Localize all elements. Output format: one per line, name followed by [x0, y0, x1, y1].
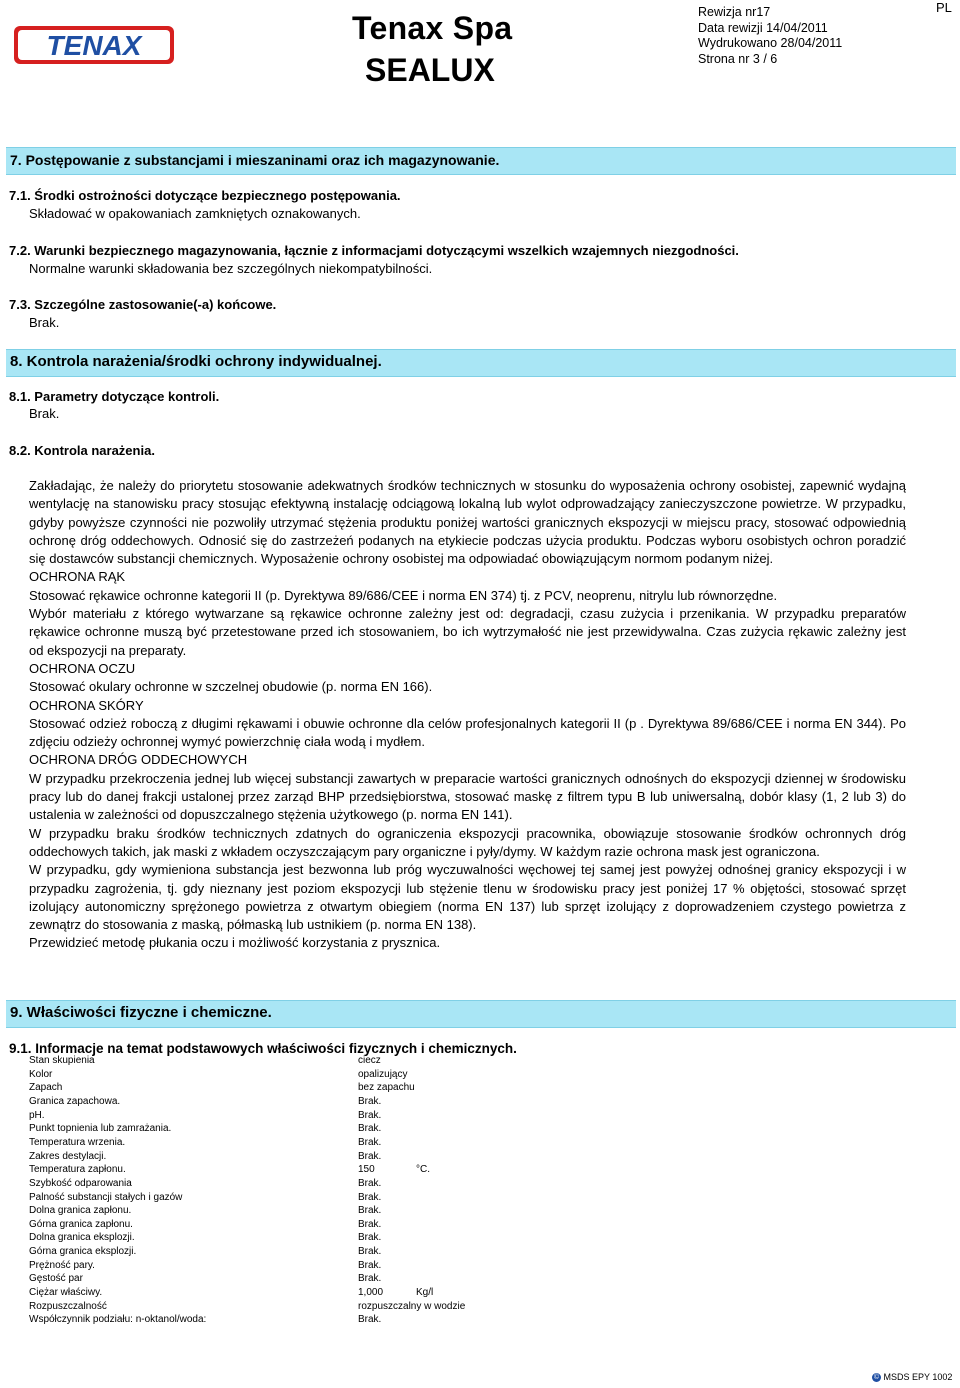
company-name: Tenax Spa — [352, 10, 513, 46]
paragraph: W przypadku przekroczenia jednej lub więcej substancji zawartych w preparacie wartości granicznych odnośnych do ekspozycji dziennej w środowisku pracy lub do danej frakcji ustalonej przez zarząd BHP przedsiębiorstwa, stosować maskę z filtrem typu B lub uniwersalną, dobór klasy (1, 2 lub 3) do ustalenia w zależności od dopuszczalnego stężenia użytkowego (p. norma EN 141). — [29, 770, 906, 823]
property-value: 1,000 — [358, 1287, 384, 1299]
property-name: Szybkość odparowania — [29, 1177, 132, 1189]
property-name: Prężność pary. — [29, 1259, 95, 1271]
section-9-1-title: 9.1. Informacje na temat podstawowych właściwości fizycznych i chemicznych. — [9, 1041, 517, 1056]
property-name: Współczynnik podziału: n-oktanol/woda: — [29, 1314, 207, 1326]
footer-code: MSDS EPY 1002 — [883, 1372, 953, 1382]
paragraph: W przypadku braku środków technicznych zdatnych do ograniczenia ekspozycji pracownika, obowiązuje stosowanie środków ochronnych dróg oddechowych takich, jak maski z wkładem oczyszczającym pary organiczne i pyły/dymy. W każdym razie ochrona mask jest ograniczona. — [29, 825, 906, 859]
property-value: ciecz — [358, 1055, 381, 1066]
paragraph: Stosować rękawice ochronne kategorii II (p. Dyrektywa 89/686/CEE i norma EN 374) tj. z PCV, neoprenu, nitrylu lub równorzędne. — [29, 587, 778, 603]
section-7-1-title: 7.1. Środki ostrożności dotyczące bezpiecznego postępowania. — [9, 188, 401, 203]
property-name: Palność substancji stałych i gazów — [29, 1191, 183, 1203]
property-name: Stan skupienia — [29, 1055, 95, 1066]
property-value: Brak. — [358, 1095, 382, 1107]
section-8-1-title: 8.1. Parametry dotyczące kontroli. — [9, 389, 220, 404]
section-8-2-body — [29, 477, 906, 953]
section-8-1-text: Brak. — [29, 406, 60, 421]
product-name: SEALUX — [365, 52, 495, 88]
property-value: Brak. — [358, 1191, 382, 1203]
section-8-bar — [6, 349, 956, 377]
property-value: 150 — [358, 1164, 375, 1176]
section-7-2-title: 7.2. Warunki bezpiecznego magazynowania, łącznie z informacjami dotyczącymi wszelkich wzajemnych niezgodności. — [9, 243, 739, 258]
page-number: Strona nr 3 / 6 — [698, 51, 778, 66]
property-name: Zapach — [29, 1082, 63, 1094]
document-meta — [698, 5, 842, 67]
property-name: Dolna granica eksplozji. — [29, 1232, 135, 1244]
tenax-logo — [14, 22, 174, 68]
property-name: Kolor — [29, 1068, 53, 1080]
language-code: PL — [936, 0, 952, 15]
property-unit: °C. — [416, 1164, 430, 1176]
property-name: Zakres destylacji. — [29, 1150, 107, 1162]
section-8-2-title: 8.2. Kontrola narażenia. — [9, 443, 155, 458]
paragraph: OCHRONA SKÓRY — [29, 697, 144, 713]
property-name: Dolna granica zapłonu. — [29, 1205, 132, 1217]
section-8-title: 8. Kontrola narażenia/środki ochrony indywidualnej. — [10, 353, 382, 370]
revision-date: Data rewizji 14/04/2011 — [698, 20, 828, 35]
msds-icon: © — [873, 1374, 880, 1382]
property-value: Brak. — [358, 1246, 382, 1258]
logo-text: TENAX — [46, 30, 142, 61]
property-value: Brak. — [358, 1123, 382, 1135]
property-name: Granica zapachowa. — [29, 1095, 121, 1107]
property-value: opalizujący — [358, 1068, 408, 1080]
property-value: Brak. — [358, 1218, 382, 1230]
property-value: rozpuszczalny w wodzie — [358, 1300, 466, 1312]
property-value: Brak. — [358, 1177, 382, 1189]
property-name: Ciężar właściwy. — [29, 1287, 103, 1299]
property-value: Brak. — [358, 1273, 382, 1285]
section-7-title: 7. Postępowanie z substancjami i mieszaninami oraz ich magazynowanie. — [10, 152, 500, 168]
paragraph: Stosować okulary ochronne w szczelnej obudowie (p. norma EN 166). — [29, 679, 433, 695]
paragraph: Zakładając, że należy do priorytetu stosowanie adekwatnych środków technicznych w stosunku do wyposażenia ochrony osobistej, zapewnić wydajną wentylację na stanowisku pracy stosując efektywną instalację odciągową lokalną lub wylot odprowadzający zanieczyszczone powietrze. W przypadku, gdyby powyższe czynności nie pozwoliły utrzymać stężenia produktu poniżej wartości granicznych ekspozycji w miejscu pracy, stosować odpowiednią ochronę dróg oddechowych. Odnosić się do zastrzeżeń podanych na etykiecie podczas użycia produktu. Podczas wyboru osobistych ochron poradzić się dostawców substancji chemicznych. Wyposażenie ochrony osobistej ma odpowiadać obowiązującym normom podanym niżej. — [29, 478, 906, 567]
property-value: Brak. — [358, 1232, 382, 1244]
property-value: Brak. — [358, 1136, 382, 1148]
property-name: Rozpuszczalność — [29, 1300, 107, 1312]
property-name: Temperatura wrzenia. — [29, 1136, 126, 1148]
section-9-title: 9. Właściwości fizyczne i chemiczne. — [10, 1004, 272, 1021]
paragraph: Stosować odzież roboczą z długimi rękawami i obuwie ochronne dla celów profesjonalnych kategorii II (p . Dyrektywa 89/686/CEE i norma EN 344). Po zdjęciu odzieży ochronnej wymyć powierzchnię ciała wodą i mydłem. — [29, 715, 906, 750]
section-9-bar — [6, 1000, 956, 1028]
section-7-1-text: Składować w opakowaniach zamkniętych oznakowanych. — [29, 206, 361, 221]
paragraph: OCHRONA DRÓG ODDECHOWYCH — [29, 752, 248, 768]
property-unit: Kg/l — [416, 1287, 434, 1299]
property-value: Brak. — [358, 1109, 382, 1121]
section-7-3-title: 7.3. Szczególne zastosowanie(-a) końcowe. — [9, 297, 277, 312]
property-value: bez zapachu — [358, 1082, 415, 1094]
property-name: Punkt topnienia lub zamrażania. — [29, 1123, 172, 1135]
paragraph: W przypadku, gdy wymieniona substancja jest bezwonna lub próg wyczuwalności węchowej tej samej jest powyżej odnośnej granicy ekspozycji i w przypadku zagrożenia, tj. gdy nieznany jest poziom ekspozycji lub stężenie tlenu w środowisku pracy jest poniżej 17 % objętości, stosować sprzęt izolujący autonomiczny sprężonego powietrza z otwartym obiegiem (norma EN 137) lub sprzęt izolujący z doprowadzeniem czystego powietrza z zewnątrz do stosowania z maską, półmaską lub ustnikiem (p. norma EN 138). — [29, 862, 906, 933]
section-7-3-text: Brak. — [29, 315, 60, 330]
property-value: Brak. — [358, 1205, 382, 1217]
property-name: Temperatura zapłonu. — [29, 1164, 126, 1176]
property-value: Brak. — [358, 1259, 382, 1271]
property-value: Brak. — [358, 1314, 382, 1326]
printed-date: Wydrukowano 28/04/2011 — [698, 36, 843, 50]
property-name: Górna granica zapłonu. — [29, 1218, 133, 1230]
paragraph: Wybór materiału z którego wytwarzane są rękawice ochronne zależny jest od: degradacji, czasu zużycia i przenikania. W przypadku preparatów rękawice ochronne muszą być przetestowane przed ich stosowaniem, bo ich wytrzymałość nie jest przewidywalna. Czas zużycia rękawic zależny jest od ekspozycji na preparaty. — [29, 606, 906, 658]
paragraph: OCHRONA OCZU — [29, 660, 136, 676]
section-7-bar — [6, 147, 956, 175]
property-name: Gęstość par — [29, 1273, 83, 1285]
paragraph: Przewidzieć metodę płukania oczu i możliwość korzystania z prysznica. — [29, 935, 441, 951]
footer — [872, 1372, 952, 1382]
property-value: Brak. — [358, 1150, 382, 1162]
revision-number: Rewizja nr17 — [698, 5, 771, 19]
property-name: pH. — [29, 1109, 45, 1121]
paragraph: OCHRONA RĄK — [29, 569, 126, 585]
property-name: Górna granica eksplozji. — [29, 1246, 137, 1258]
section-7-2-text: Normalne warunki składowania bez szczególnych niekompatybilności. — [29, 261, 433, 276]
